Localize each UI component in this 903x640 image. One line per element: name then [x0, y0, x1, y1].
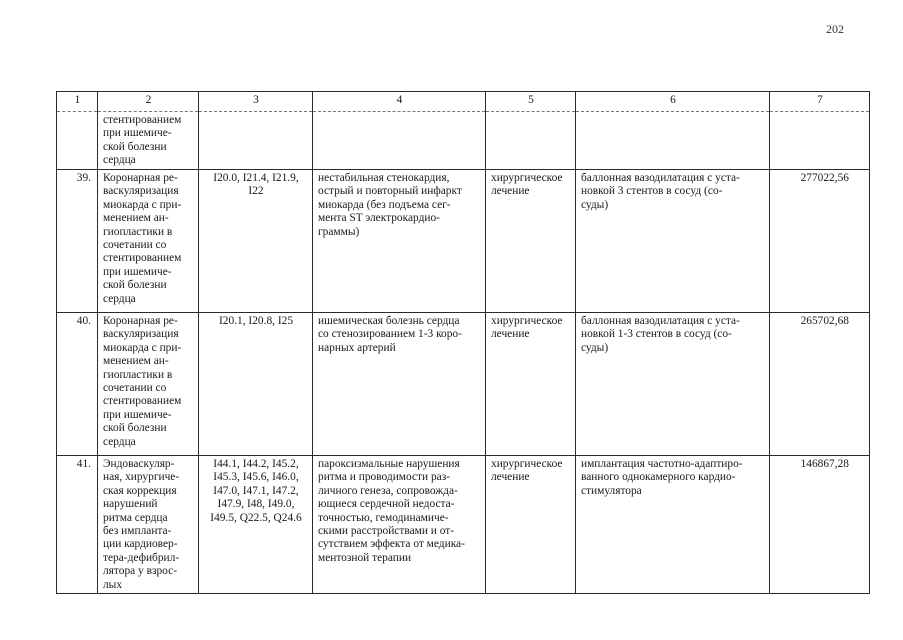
- table-header-row: [57, 92, 870, 112]
- header-col-3: 3: [199, 92, 313, 112]
- treatment-method: [576, 112, 770, 170]
- icd-codes: I44.1, I44.2, I45.2, I45.3, I45.6, I46.0, I47.0, I47.1, I47.2, I47.9, I48, I49.0, I49.5, Q22.5, Q24.6: [199, 456, 313, 594]
- treatment-method: баллонная вазодилатация с уста- новкой 1-3 стентов в сосуд (со- суды): [576, 313, 770, 456]
- header-col-1: 1: [57, 92, 98, 112]
- table-row: [57, 170, 870, 313]
- header-col-6: 6: [576, 92, 770, 112]
- icd-codes: [199, 112, 313, 170]
- price: 265702,68: [770, 313, 870, 456]
- treatment-type: хирургическое лечение: [486, 313, 576, 456]
- treatment-method: баллонная вазодилатация с уста- новкой 3 стентов в сосуд (со- суды): [576, 170, 770, 313]
- service-name: Эндоваскуляр- ная, хирургиче- ская коррекция нарушений ритма сердца без импланта- ции кардиовер- тера-дефибрил- лятора у взрос- лых: [98, 456, 199, 594]
- header-col-7: 7: [770, 92, 870, 112]
- table-row: [57, 456, 870, 594]
- icd-codes: I20.0, I21.4, I21.9, I22: [199, 170, 313, 313]
- treatment-method: имплантация частотно-адаптиро- ванного однокамерного кардио- стимулятора: [576, 456, 770, 594]
- page-number: 202: [826, 22, 844, 36]
- row-number: 40.: [57, 313, 98, 456]
- patient-model: [313, 112, 486, 170]
- row-number: 39.: [57, 170, 98, 313]
- treatment-type: [486, 112, 576, 170]
- patient-model: пароксизмальные нарушения ритма и проводимости раз- личного генеза, сопровожда- ющиеся сердечной недоста- точностью, гемодинамиче- скими расстройствами и от- сутствием эффекта от медика- ментозной терапии: [313, 456, 486, 594]
- row-number: 41.: [57, 456, 98, 594]
- treatment-type: хирургическое лечение: [486, 170, 576, 313]
- price: 277022,56: [770, 170, 870, 313]
- treatment-type: хирургическое лечение: [486, 456, 576, 594]
- price: [770, 112, 870, 170]
- patient-model: нестабильная стенокардия, острый и повторный инфаркт миокарда (без подъема сег- мента ST электрокардио- граммы): [313, 170, 486, 313]
- patient-model: ишемическая болезнь сердца со стенозированием 1-3 коро- нарных артерий: [313, 313, 486, 456]
- row-number: [57, 112, 98, 170]
- price: 146867,28: [770, 456, 870, 594]
- header-col-5: 5: [486, 92, 576, 112]
- service-name: стентированием при ишемиче- ской болезни сердца: [98, 112, 199, 170]
- service-name: Коронарная ре- васкуляризация миокарда с при- менением ан- гиопластики в сочетании со стентированием при ишемиче- ской болезни сердца: [98, 313, 199, 456]
- table-row: [57, 313, 870, 456]
- table-row: [57, 112, 870, 170]
- header-col-2: 2: [98, 92, 199, 112]
- services-table: [56, 91, 870, 594]
- service-name: Коронарная ре- васкуляризация миокарда с при- менением ан- гиопластики в сочетании со стентированием при ишемиче- ской болезни сердца: [98, 170, 199, 313]
- header-col-4: 4: [313, 92, 486, 112]
- icd-codes: I20.1, I20.8, I25: [199, 313, 313, 456]
